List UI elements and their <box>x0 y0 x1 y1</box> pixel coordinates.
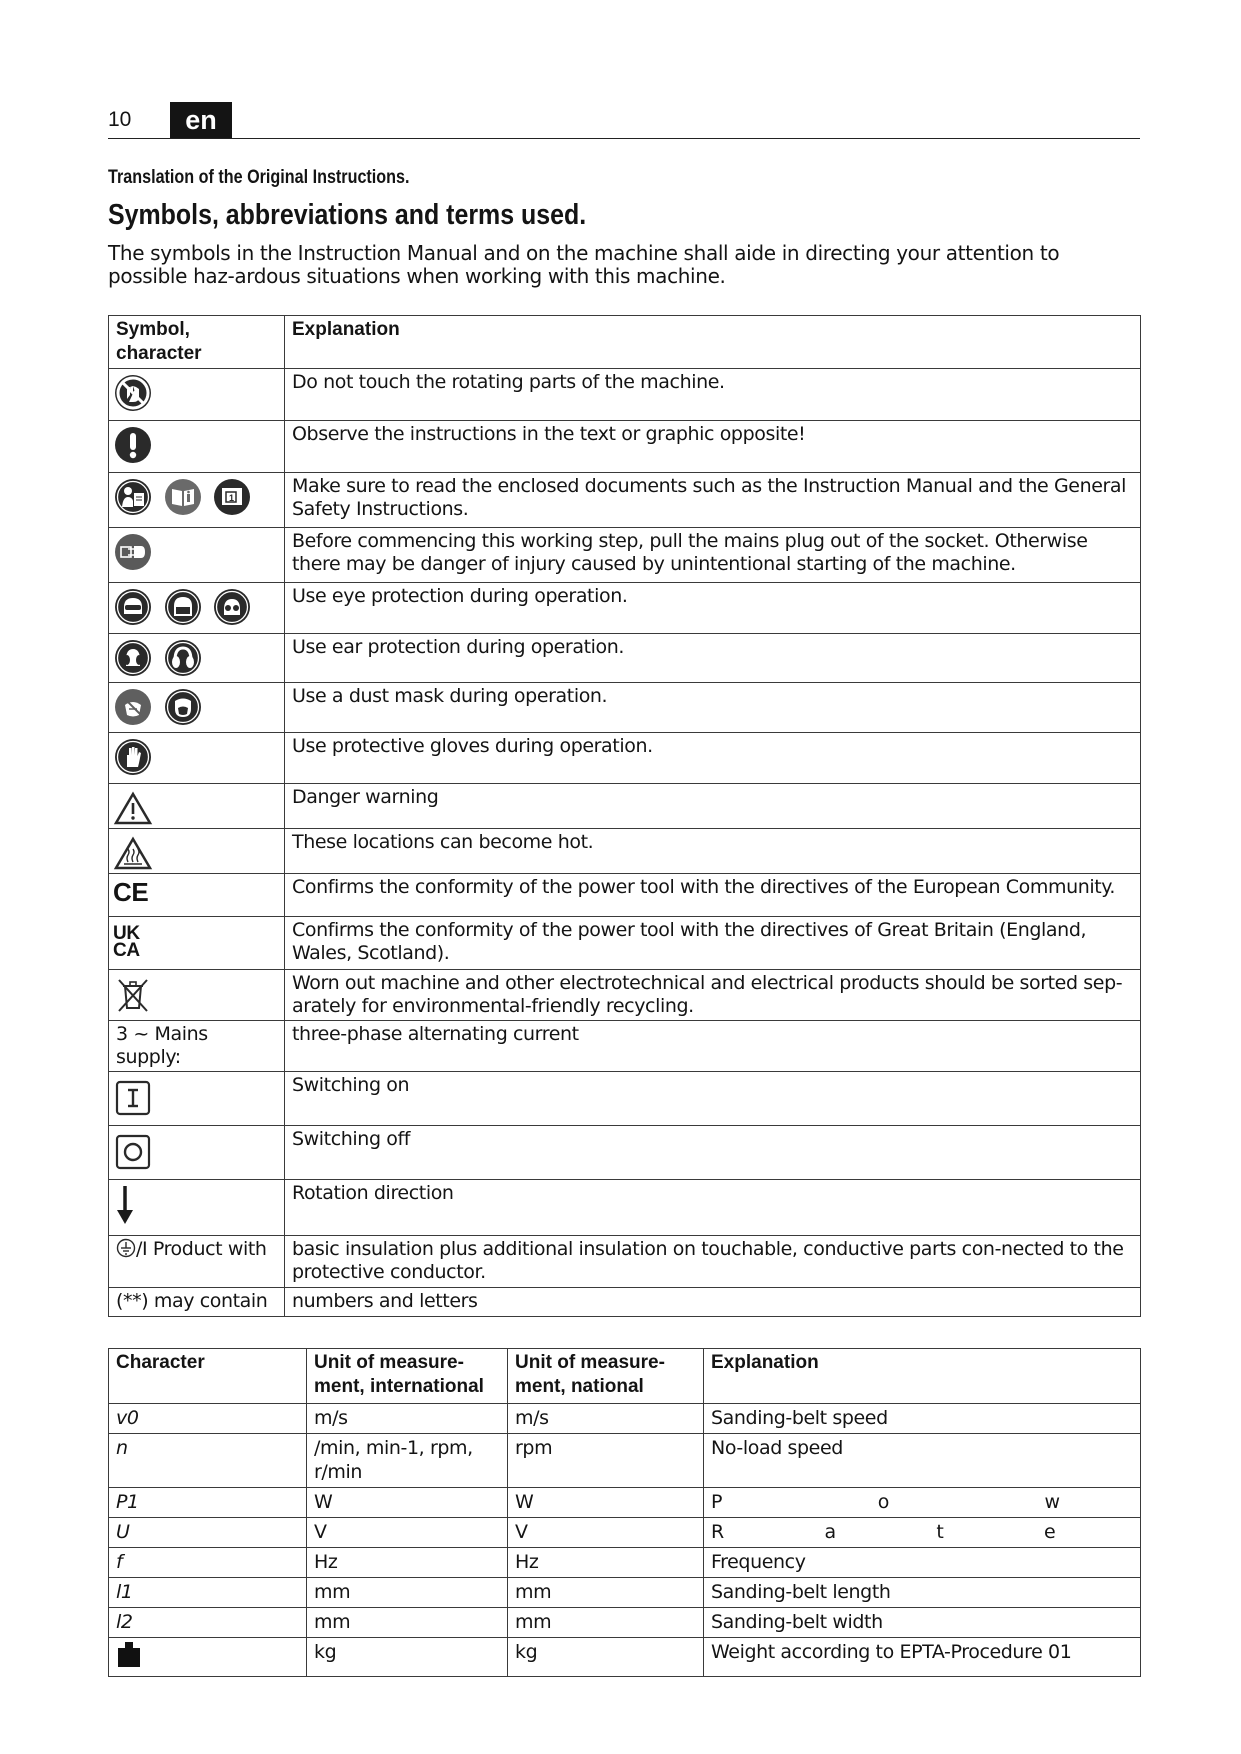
symbol-row <box>109 917 1141 970</box>
units-table <box>108 1348 1141 1677</box>
symbol-cell <box>109 917 285 970</box>
symbol-explanation: Use eye protection during operation. <box>285 583 1141 634</box>
character-cell: v0 <box>109 1404 307 1434</box>
symbol-row <box>109 634 1141 683</box>
symbol-row <box>109 874 1141 917</box>
unit-explanation-cell: Sanding-belt length <box>704 1578 1141 1608</box>
symbol-text-cell: (**) may contain <box>109 1288 285 1317</box>
symbol-row <box>109 528 1141 583</box>
page-number: 10 <box>108 108 132 131</box>
symbols-table <box>108 315 1141 1317</box>
symbol-cell <box>109 683 285 733</box>
column-header-symbol: Symbol, character <box>109 316 285 369</box>
character-cell: U <box>109 1518 307 1548</box>
document-subtitle: Translation of the Original Instructions. <box>108 167 410 188</box>
ear-muffs-icon <box>163 638 203 678</box>
ce-mark-icon: CE <box>113 877 149 907</box>
symbols-table-header <box>109 316 1141 369</box>
unit-row <box>109 1638 1141 1677</box>
unit-international-cell: m/s <box>307 1404 508 1434</box>
symbol-cell <box>109 874 285 917</box>
language-badge: en <box>170 102 232 138</box>
exclamation-icon <box>113 425 153 465</box>
symbol-cell <box>109 829 285 874</box>
dust-mask-icon <box>113 687 153 727</box>
symbol-cell <box>109 369 285 421</box>
character-cell: l1 <box>109 1578 307 1608</box>
unit-explanation-cell: R a t e <box>704 1518 1141 1548</box>
symbol-row <box>109 784 1141 829</box>
symbol-cell <box>109 634 285 683</box>
unit-row <box>109 1404 1141 1434</box>
unit-row <box>109 1434 1141 1488</box>
svg-text:1: 1 <box>229 493 234 503</box>
unit-national-cell: rpm <box>508 1434 704 1488</box>
character-cell <box>109 1638 307 1677</box>
symbol-row <box>109 1180 1141 1236</box>
symbol-explanation: Use a dust mask during operation. <box>285 683 1141 733</box>
hot-surface-icon <box>113 833 153 873</box>
column-header-explanation: Explanation <box>704 1349 1141 1404</box>
unit-explanation-cell: Sanding-belt speed <box>704 1404 1141 1434</box>
safety-goggles-icon <box>212 587 252 627</box>
symbol-explanation: three-phase alternating current <box>285 1021 1141 1072</box>
no-touch-rotating-parts-icon <box>113 373 153 413</box>
unit-international-cell: mm <box>307 1608 508 1638</box>
character-cell: P1 <box>109 1488 307 1518</box>
unit-row <box>109 1488 1141 1518</box>
symbol-cell <box>109 784 285 829</box>
symbol-explanation: Switching on <box>285 1072 1141 1126</box>
symbol-row <box>109 683 1141 733</box>
symbol-row <box>109 1021 1141 1072</box>
unit-explanation-cell: Frequency <box>704 1548 1141 1578</box>
read-documents-icon <box>113 477 153 517</box>
symbol-row <box>109 1288 1141 1317</box>
symbol-row <box>109 369 1141 421</box>
unit-national-cell: m/s <box>508 1404 704 1434</box>
unit-national-cell: mm <box>508 1578 704 1608</box>
symbol-cell <box>109 733 285 784</box>
symbol-explanation: Confirms the conformity of the power tool with the directives of Great Britain (England, Wales, Scotland). <box>285 917 1141 970</box>
face-shield-icon <box>163 587 203 627</box>
character-cell: n <box>109 1434 307 1488</box>
symbol-row <box>109 970 1141 1021</box>
unit-international-cell: V <box>307 1518 508 1548</box>
symbol-cell <box>109 1072 285 1126</box>
symbol-row <box>109 829 1141 874</box>
ear-protection-icon <box>113 638 153 678</box>
rotation-arrow-icon <box>113 1184 153 1224</box>
manual-page-icon <box>212 477 252 517</box>
manual-page <box>108 96 1140 1677</box>
symbol-explanation: Before commencing this working step, pull the mains plug out of the socket. Otherwise there may be danger of injury caused by unintentional starting of the machine. <box>285 528 1141 583</box>
unit-row <box>109 1578 1141 1608</box>
symbol-explanation: Do not touch the rotating parts of the machine. <box>285 369 1141 421</box>
symbol-row <box>109 1236 1141 1288</box>
symbol-explanation: Make sure to read the enclosed documents such as the Instruction Manual and the General Safety Instructions. <box>285 473 1141 528</box>
weight-icon <box>116 1640 142 1668</box>
unit-national-cell: W <box>508 1488 704 1518</box>
unit-row <box>109 1518 1141 1548</box>
switch-on-icon <box>113 1076 153 1116</box>
manual-book-icon <box>163 477 203 517</box>
crossed-bin-icon <box>113 974 153 1014</box>
symbol-explanation: Rotation direction <box>285 1180 1141 1236</box>
page-header <box>108 96 1140 139</box>
symbol-explanation: These locations can become hot. <box>285 829 1141 874</box>
unit-international-cell: W <box>307 1488 508 1518</box>
pull-mains-plug-icon <box>113 532 153 572</box>
danger-warning-icon <box>113 788 153 828</box>
symbol-cell <box>109 421 285 473</box>
symbol-row <box>109 733 1141 784</box>
column-header-unit-international: Unit of measure-ment, international <box>307 1349 508 1404</box>
unit-international-cell: Hz <box>307 1548 508 1578</box>
symbol-explanation: Use ear protection during operation. <box>285 634 1141 683</box>
unit-national-cell: mm <box>508 1608 704 1638</box>
unit-explanation-cell: Sanding-belt width <box>704 1608 1141 1638</box>
section-title: Symbols, abbreviations and terms used. <box>108 199 587 231</box>
character-cell: f <box>109 1548 307 1578</box>
ukca-mark-icon: UK CA <box>113 923 140 961</box>
symbol-cell <box>109 970 285 1021</box>
intro-paragraph: The symbols in the Instruction Manual and on the machine shall aide in directing your attention to possible haz-ardous situations when working with this machine. <box>108 241 1060 288</box>
switch-off-icon <box>113 1130 153 1170</box>
symbol-cell <box>109 583 285 634</box>
symbol-explanation: Worn out machine and other electrotechnical and electrical products should be sorted sep-arately for environmental-friendly recycling. <box>285 970 1141 1021</box>
unit-international-cell: mm <box>307 1578 508 1608</box>
column-header-character: Character <box>109 1349 307 1404</box>
symbol-row <box>109 473 1141 528</box>
character-cell: l2 <box>109 1608 307 1638</box>
symbol-cell <box>109 1180 285 1236</box>
unit-international-cell: /min, min-1, rpm, r/min <box>307 1434 508 1488</box>
symbol-cell <box>109 528 285 583</box>
unit-national-cell: V <box>508 1518 704 1548</box>
symbol-cell <box>109 1126 285 1180</box>
unit-national-cell: Hz <box>508 1548 704 1578</box>
symbol-explanation: Use protective gloves during operation. <box>285 733 1141 784</box>
units-table-header <box>109 1349 1141 1404</box>
protective-gloves-icon <box>113 737 153 777</box>
column-header-unit-national: Unit of measure-ment, national <box>508 1349 704 1404</box>
symbol-text-cell: 3 ~ Mains supply: <box>109 1021 285 1072</box>
symbol-row <box>109 421 1141 473</box>
unit-row <box>109 1608 1141 1638</box>
symbol-explanation: Confirms the conformity of the power tool with the directives of the European Community. <box>285 874 1141 917</box>
symbol-text-cell: /I Product with <box>109 1236 285 1288</box>
unit-explanation-cell: P o w <box>704 1488 1141 1518</box>
symbol-explanation: basic insulation plus additional insulation on touchable, conductive parts con-nected to the protective conductor. <box>285 1236 1141 1288</box>
symbol-row <box>109 1126 1141 1180</box>
symbol-explanation: Danger warning <box>285 784 1141 829</box>
symbol-row <box>109 583 1141 634</box>
unit-international-cell: kg <box>307 1638 508 1677</box>
respirator-icon <box>163 687 203 727</box>
symbol-row <box>109 1072 1141 1126</box>
symbol-explanation: Switching off <box>285 1126 1141 1180</box>
symbol-explanation: numbers and letters <box>285 1288 1141 1317</box>
unit-national-cell: kg <box>508 1638 704 1677</box>
protective-earth-icon <box>116 1238 136 1258</box>
unit-explanation-cell: Weight according to EPTA-Procedure 01 <box>704 1638 1141 1677</box>
eye-protection-icon <box>113 587 153 627</box>
unit-explanation-cell: No-load speed <box>704 1434 1141 1488</box>
column-header-explanation: Explanation <box>285 316 1141 369</box>
unit-row <box>109 1548 1141 1578</box>
symbol-explanation: Observe the instructions in the text or graphic opposite! <box>285 421 1141 473</box>
symbol-cell <box>109 473 285 528</box>
